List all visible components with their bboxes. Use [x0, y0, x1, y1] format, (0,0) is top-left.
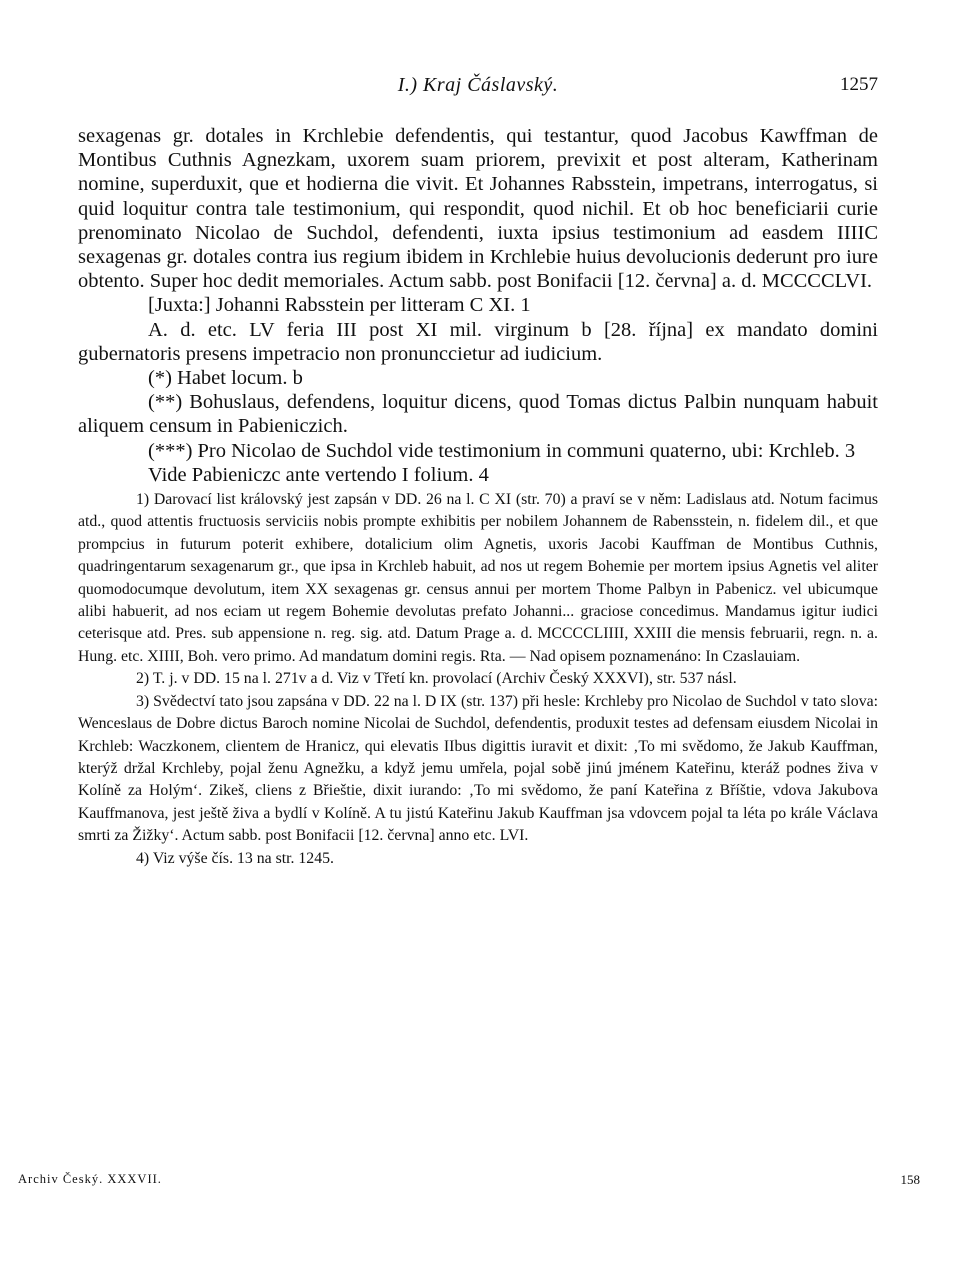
- main-text: [78, 124, 878, 487]
- printer-signature: Archiv Český. XXXVII.: [18, 1172, 162, 1186]
- main-paragraph: Vide Pabieniczc ante vertendo I folium. 4: [148, 463, 489, 486]
- sheet-number: 158: [900, 1172, 920, 1187]
- main-paragraph: [Juxta:] Johanni Rabsstein per litteram C XI. 1: [148, 294, 531, 317]
- page-header: [78, 70, 878, 104]
- main-paragraph: sexagenas gr. dotales in Krchlebie defendentis, qui testantur, quod Jacobus Kawffman de Montibus Cuthnis Agnezkam, uxorem suam priorem, previxit et post alteram, Katherinam nomine, superduxit, que et hodierna die vivit. Et Johannes Rabsstein, impetrans, interrogatus, si quid loquitur contra tale testimonium, qui respondit, quod nichil. Et ob hoc beneficiarii curie prenominato Nicolao de Suchdol, defendenti, iuxta ipsius testimonium ad easdem IIIIC sexagenas gr. dotales contra ius regium ibidem in Krchlebie huius devolucionis dederunt pro iure obtento. Super hoc dedit memoriales. Actum sabb. post Bonifacii [12. června] a. d. MCCCCLVI.: [78, 125, 878, 293]
- running-head: I.) Kraj Čáslavský.: [397, 74, 559, 96]
- footnotes: [78, 489, 878, 870]
- footnote: 3) Svědectví tato jsou zapsána v DD. 22 na l. D IX (str. 137) při hesle: Krchleby pro Nicolao de Suchdol v tato slova: Wenceslaus de Dobre dictus Baroch nomine Nicolai de Suchdol, defendentis, produxit testes ad defensam eiusdem Nicolai in Krchleb: Waczkonem, clientem de Hranicz, qui elevatis IIbus digittis iuravit et dixit: ‚To mi svědomo, že Jakub Kauffman, kterýž držal Krchleby, pojal ženu Agnežku, a když jemu umřela, pojal sobě jinú jménem Kateřinu, kteráž podnes živa v Kolíně za Holým‘. Zikeš, cliens z Břieštie, dixit iurando: ‚To mi svědomo, že paní Kateřina z Bříštie, vdova Jakubova Kauffmanova, jest ještě živa a bydlí v Kolíně. A tu jistú Kateřinu Jakub Kauffman jsa vdovcem pojal ta léta po krále Václava smrti za Žižky‘. Actum sabb. post Bonifacii [12. června] anno etc. LVI.: [78, 692, 878, 845]
- footnote: 2) T. j. v DD. 15 na l. 271v a d. Viz v Třetí kn. provolací (Archiv Český XXXVI), str. 537 násl.: [136, 670, 737, 688]
- footnote: 4) Viz výše čís. 13 na str. 1245.: [136, 849, 334, 867]
- main-paragraph: (**) Bohuslaus, defendens, loquitur dicens, quod Tomas dictus Palbin nunquam habuit aliquem censum in Pabieniczich.: [78, 391, 878, 438]
- document-page: [78, 70, 878, 870]
- main-paragraph: A. d. etc. LV feria III post XI mil. virginum b [28. října] ex mandato domini gubernatoris presens impetracio non pronunccietur ad iudicium.: [78, 318, 878, 365]
- main-paragraph: (*) Habet locum. b: [148, 367, 303, 390]
- footnote: 1) Darovací list královský jest zapsán v DD. 26 na l. C XI (str. 70) a praví se v něm: Ladislaus atd. Notum facimus atd., quod attentis fructuosis serviciis nobis prompte exhibitis per nobilem Johannem de Rabensstein, n. fidelem dil., et que prompcius in futurum poterit exhibere, dotalicium olim Agnetis, uxoris Jacobi Kauffman de Montibus Cuthnis, quadringentarum sexagenarum gr., que ipsa in Krchleb habuit, ad nos ut regem Bohemie per mortem ipsius Agnetis vel aliter quomodocumque devolutum, item XX sexagenas gr. census annui per mortem Thome Palbyn in Pabenicz. vel ubicumque alibi habuerit, ad nos eciam ut regem Bohemie devolutas prefato Johanni... graciose concedimus. Mandamus igitur iudici ceterisque atd. Pres. sub appensione n. reg. sig. atd. Datum Prage a. d. MCCCCLIIII, XXIII die mensis februarii, regn. n. a. Hung. etc. XIIII, Boh. vero primo. Ad mandatum domini regis. Rta. — Nad opisem poznamenáno: In Czaslauiam.: [78, 491, 878, 665]
- main-paragraph: (***) Pro Nicolao de Suchdol vide testimonium in communi quaterno, ubi: Krchleb. 3: [148, 439, 856, 462]
- page-footer: [18, 1172, 920, 1192]
- page-number: 1257: [840, 74, 878, 95]
